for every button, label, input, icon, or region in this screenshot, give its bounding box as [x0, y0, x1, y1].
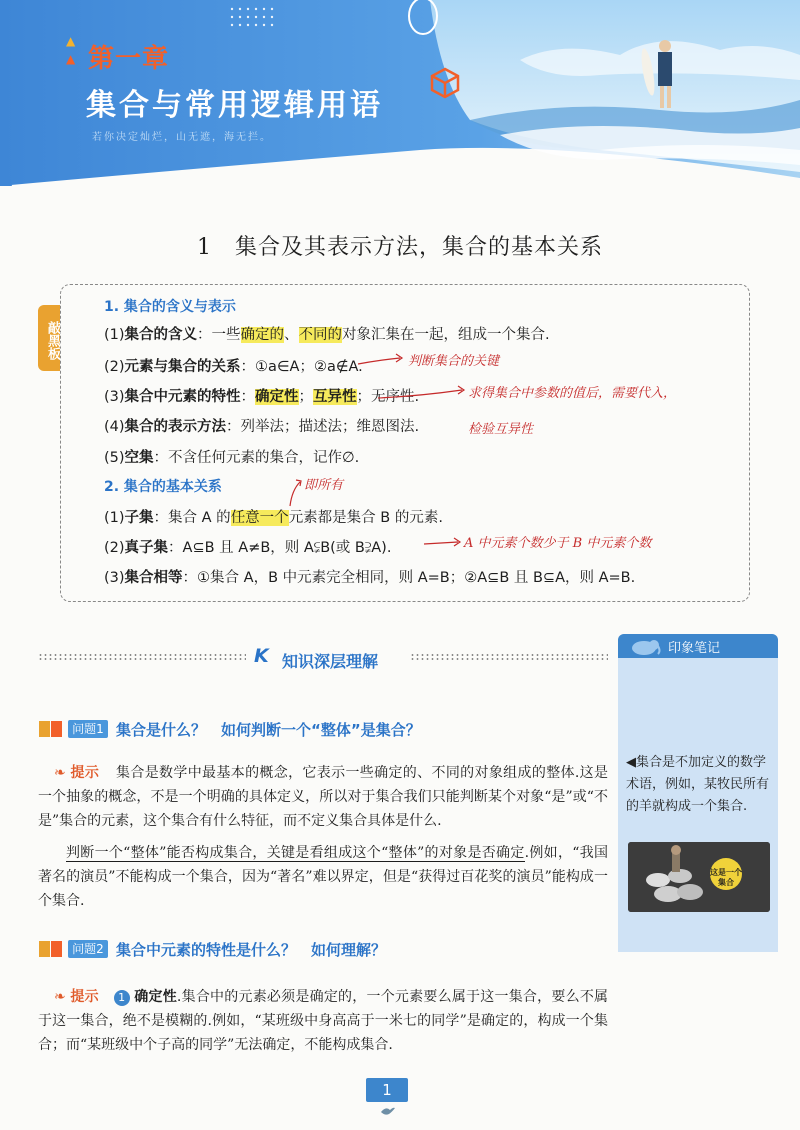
item-prefix: (3) [104, 570, 125, 586]
page-number: 1 [366, 1078, 408, 1102]
section-title: 1 集合及其表示方法，集合的基本关系 [197, 235, 603, 260]
item-text: ：A⊆B 且 A≠B，则 A⫋B(或 B⫌A). [168, 540, 392, 556]
highlight: 不同的 [298, 327, 343, 343]
q1-paragraph-1 [38, 761, 608, 833]
item-prefix: (2) [104, 359, 125, 375]
highlight: 确定性 [255, 389, 299, 405]
handwritten-note-1: 判断集合的关键 [408, 354, 500, 369]
chapter-label: 第一章 [88, 44, 170, 74]
question-title: 集合是什么？ 如何判断一个“整体”是集合？ [116, 721, 421, 739]
item-text: ：列举法；描述法；维恩图法. [226, 419, 420, 435]
item-text: 元素都是集合 B 的元素. [288, 510, 443, 526]
highlight: 确定的 [240, 327, 285, 343]
item-term: 集合的表示方法 [124, 419, 227, 435]
elephant-icon [628, 636, 662, 656]
item-prefix: (2) [104, 540, 125, 556]
sidebar-image [628, 842, 770, 912]
knowledge-title: 知识深层理解 [282, 652, 379, 671]
sheep-image-icon [628, 842, 770, 912]
arrow-icon [358, 358, 400, 364]
divider-dots-left [38, 653, 246, 661]
item-text: ：集合 A 的 [153, 510, 231, 526]
leaf-icon: ❧ [54, 765, 66, 781]
item-text: ；无序性. [356, 389, 420, 405]
item-text: ：①a∈A；②a∉A. [240, 359, 363, 375]
book-icon [38, 719, 64, 739]
part2-heading: 2. 集合的基本关系 [104, 479, 222, 495]
handwritten-note-2a: 求得集合中参数的值后，需要代入， [468, 386, 677, 401]
item-term: 子集 [124, 510, 154, 526]
paragraph-text: .集合中的元素必须是确定的，一个元素要么属于这一集合，要么不属于这一集合，绝不是模糊的.例如，“某班级中身高高于一米七的同学”是确定的，构成一个集合；而“某班级中个子高的同学”无法确定，不能构成集合. [38, 989, 609, 1053]
question-tag: 问题1 [68, 720, 108, 738]
item-text: ：一些 [197, 327, 241, 343]
number-badge: 1 [114, 990, 130, 1006]
arrow-icon [424, 542, 458, 544]
highlight: 任意一个 [230, 510, 289, 526]
handwritten-note-3: 即所有 [304, 478, 344, 493]
arrow-icon [290, 482, 300, 506]
bird-icon [380, 1104, 396, 1118]
sidebar-image-caption: 这是一个集合 [710, 868, 742, 887]
item-term: 真子集 [124, 540, 169, 556]
item-text: 对象汇集在一起，组成一个集合. [342, 327, 550, 343]
chapter-triangle-icon: ▲ [66, 34, 76, 48]
sidebar-text: ◀集合是不加定义的数学术语，例如，某牧民所有的羊就构成一个集合. [626, 755, 770, 814]
item-prefix: (1) [104, 327, 125, 343]
question-tag: 问题2 [68, 940, 108, 958]
hint-label: 提示 [70, 765, 100, 781]
paragraph-text: .例如，“我国著名的演员”不能构成一个集合，因为“著名”难以界定，但是“获得过百花奖的演员”能构成一个集合. [38, 845, 608, 909]
q2-term: 确定性 [134, 989, 177, 1005]
highlight: 互异性 [313, 389, 357, 405]
leaf-icon: ❧ [54, 989, 66, 1005]
item-text: ：①集合 A，B 中元素完全相同，则 A=B；②A⊆B 且 B⊆A，则 A=B. [182, 570, 636, 586]
handwritten-note-4: A 中元素个数少于 B 中元素个数 [464, 536, 652, 551]
q2-paragraph-1 [38, 985, 608, 1057]
arrow-icon [378, 390, 462, 398]
part1-heading: 1. 集合的含义与表示 [104, 299, 236, 315]
hint-label: 提示 [70, 989, 99, 1005]
q1-paragraph-2 [38, 841, 608, 913]
blackboard-tab: 敲黑板 [38, 305, 60, 371]
underlined-text: 判断一个“整体”能否构成集合，关键是看组成这个“整体”的对象是否确定 [66, 845, 525, 861]
knowledge-k-icon: K [254, 645, 269, 667]
question-title: 集合中元素的特性是什么？ 如何理解？ [116, 941, 387, 959]
item-prefix: (4) [104, 419, 125, 435]
paragraph-text: 集合是数学中最基本的概念，它表示一些确定的、不同的对象组成的整体.这是一个抽象的概念，不是一个明确的具体定义，所以对于集合我们只能判断某个对象“是”或“不是”集合的元素，这个集合有什么特征，而不定义集合具体是什么. [38, 765, 609, 829]
handwritten-note-2b: 检验互异性 [468, 422, 534, 437]
item-text: 、 [284, 327, 299, 343]
book-icon-2 [38, 939, 64, 959]
item-term: 集合的含义 [124, 327, 198, 343]
chapter-title: 集合与常用逻辑用语 [86, 88, 383, 123]
chapter-triangle-icon-2: ▲ [66, 52, 76, 66]
item-text: ； [298, 389, 314, 405]
item-prefix: (1) [104, 510, 125, 526]
item-text: ：不含任何元素的集合，记作∅. [153, 450, 360, 466]
sidebar-title: 印象笔记 [668, 641, 721, 656]
divider-dots-right [410, 653, 608, 661]
item-prefix: (5) [104, 450, 125, 466]
item-term: 集合中元素的特性 [124, 389, 241, 405]
item-text: ： [240, 389, 256, 405]
item-term: 元素与集合的关系 [124, 359, 241, 375]
item-term: 空集 [124, 450, 154, 466]
chapter-subtitle: 若你决定灿烂，山无遮，海无拦。 [92, 132, 272, 143]
item-term: 集合相等 [124, 570, 183, 586]
item-prefix: (3) [104, 389, 125, 405]
